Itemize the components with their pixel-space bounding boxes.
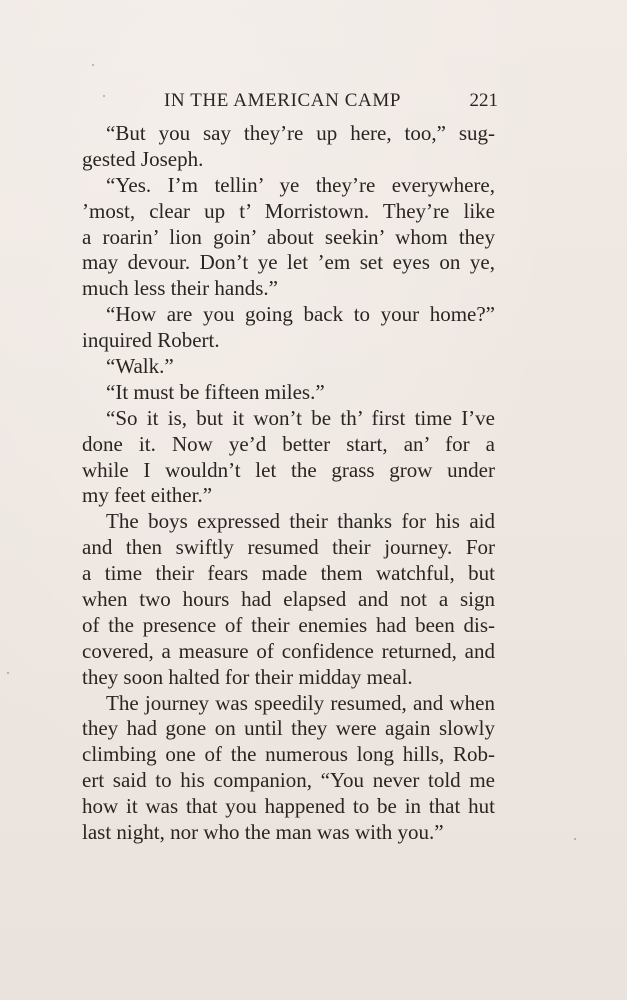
text-line: done it. Now ye’d better start, an’ for a xyxy=(82,431,495,456)
text-line: gested Joseph. xyxy=(82,146,204,171)
text-line: “Walk.” xyxy=(106,354,174,379)
text-line: “But you say they’re up here, too,” sug- xyxy=(106,121,495,145)
text-line: they had gone on until they were again slowly xyxy=(82,716,495,741)
text-line: covered, a measure of confidence returned, and xyxy=(82,638,495,663)
text-line: my feet either.” xyxy=(82,483,213,508)
text-line: last night, nor who the man was with you.” xyxy=(82,820,444,845)
text-line: of the presence of their enemies had been dis- xyxy=(82,612,495,637)
body-text xyxy=(82,121,495,846)
text-line: while I wouldn’t let the grass grow under xyxy=(82,457,495,482)
text-line: “So it is, but it won’t be th’ first time I’ve xyxy=(106,405,495,430)
text-line: The journey was speedily resumed, and when xyxy=(106,690,495,715)
text-line: how it was that you happened to be in that hut xyxy=(82,794,495,819)
text-line: ert said to his companion, “You never told me xyxy=(82,768,495,793)
text-line: and then swiftly resumed their journey. For xyxy=(82,535,495,560)
text-line: “Yes. I’m tellin’ ye they’re everywhere, xyxy=(106,172,495,197)
running-title: IN THE AMERICAN CAMP xyxy=(164,90,402,111)
text-line: inquired Robert. xyxy=(82,328,220,353)
text-line: ’most, clear up t’ Morristown. They’re like xyxy=(82,198,495,223)
paper-speck xyxy=(92,64,94,66)
page-number: 221 xyxy=(469,90,498,111)
text-line: a roarin’ lion goin’ about seekin’ whom they xyxy=(82,224,495,249)
text-line: climbing one of the numerous long hills, Rob- xyxy=(82,742,495,767)
paper-speck xyxy=(574,838,576,840)
paper-speck xyxy=(7,672,9,674)
text-line: a time their fears made them watchful, but xyxy=(82,561,495,586)
text-line: “How are you going back to your home?” xyxy=(106,302,495,327)
text-line: when two hours had elapsed and not a sign xyxy=(82,587,495,612)
text-line: much less their hands.” xyxy=(82,276,278,301)
text-line: “It must be fifteen miles.” xyxy=(106,379,325,404)
text-line: they soon halted for their midday meal. xyxy=(82,664,413,689)
text-line: may devour. Don’t ye let ’em set eyes on ye, xyxy=(82,250,495,275)
text-line: The boys expressed their thanks for his aid xyxy=(106,509,495,534)
running-head xyxy=(82,90,498,116)
